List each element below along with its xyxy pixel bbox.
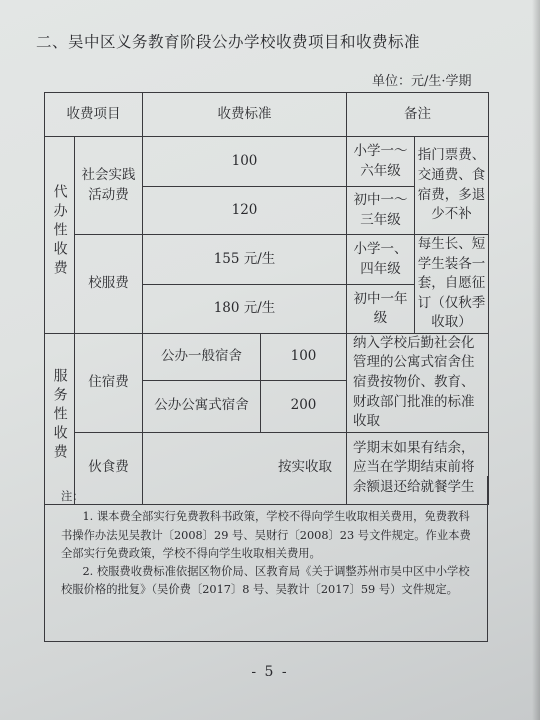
group-daiban [45, 137, 75, 334]
shehui-primary-grade: 小学一～六年级 [347, 137, 415, 187]
header-item: 收费项目 [45, 93, 143, 137]
zhusu-general-label: 公办一般宿舍 [143, 333, 261, 380]
zhusu-general-value: 100 [261, 333, 347, 380]
group-fuwu-label: 服务性收费 [51, 367, 68, 463]
shehui-junior-grade: 初中一～三年级 [347, 187, 415, 235]
table-row [45, 137, 489, 187]
zhusu-apartment-label: 公办公寓式宿舍 [143, 380, 261, 432]
table-row [45, 333, 489, 380]
shehui-junior-value: 120 [143, 187, 347, 235]
notes-section [44, 476, 488, 642]
zhusu-remark: 纳入学校后勤社会化管理的公寓式宿舍住宿费按物价、教育、财政部门批准的标准收取 [347, 333, 489, 432]
xiaofu-junior-value: 180 元/生 [143, 285, 347, 333]
shehui-primary-value: 100 [143, 137, 347, 187]
table-header-row [45, 93, 489, 137]
item-xiaofu: 校服费 [75, 235, 143, 334]
zhusu-apartment-value: 200 [261, 380, 347, 432]
section-title: 二、吴中区义务教育阶段公办学校收费项目和收费标准 [36, 33, 421, 51]
xiaofu-primary-grade: 小学一、四年级 [347, 235, 415, 285]
huoshi-remark: 学期末如果有结余，应当在学期结束前将余额退还给就餐学生 [347, 432, 489, 504]
header-remark: 备注 [347, 93, 489, 137]
xiaofu-primary-value: 155 元/生 [143, 235, 347, 285]
note-1: 1. 课本费全部实行免费教科书政策，学校不得向学生收取相关费用，免费教科书操作办法见吴教计〔2008〕29 号、吴财行〔2008〕23 号文件规定。作业本费全部实行免费政策，学校不得向学生收取相关费用。 [61, 510, 471, 560]
header-standard: 收费标准 [143, 93, 347, 137]
page-number: - 5 - [251, 664, 289, 680]
fee-table [44, 92, 489, 505]
item-shehui: 社会实践活动费 [75, 137, 143, 235]
xiaofu-remark: 每生长、短学生装各一套，自愿征订（仅秋季收取） [415, 235, 489, 334]
table-row [45, 235, 489, 285]
shehui-remark: 指门票费、交通费、食宿费，多退少不补 [415, 137, 489, 235]
item-zhusu: 住宿费 [75, 333, 143, 432]
item-huoshi: 伙食费 [75, 432, 143, 504]
group-daiban-label: 代办性收费 [51, 184, 68, 280]
unit-label: 单位：元/生·学期 [372, 74, 472, 89]
huoshi-standard: 按实收取 [143, 432, 347, 504]
page-edge-shadow [532, 0, 540, 720]
notes-heading: 注： [61, 490, 84, 503]
xiaofu-junior-grade: 初中一年级 [347, 285, 415, 333]
note-2: 2. 校服费收费标准依据区物价局、区教育局《关于调整苏州市吴中区中小学校校服价格的批复》（吴价费〔2017〕8 号、吴教计〔2017〕59 号）文件规定。 [61, 565, 470, 597]
